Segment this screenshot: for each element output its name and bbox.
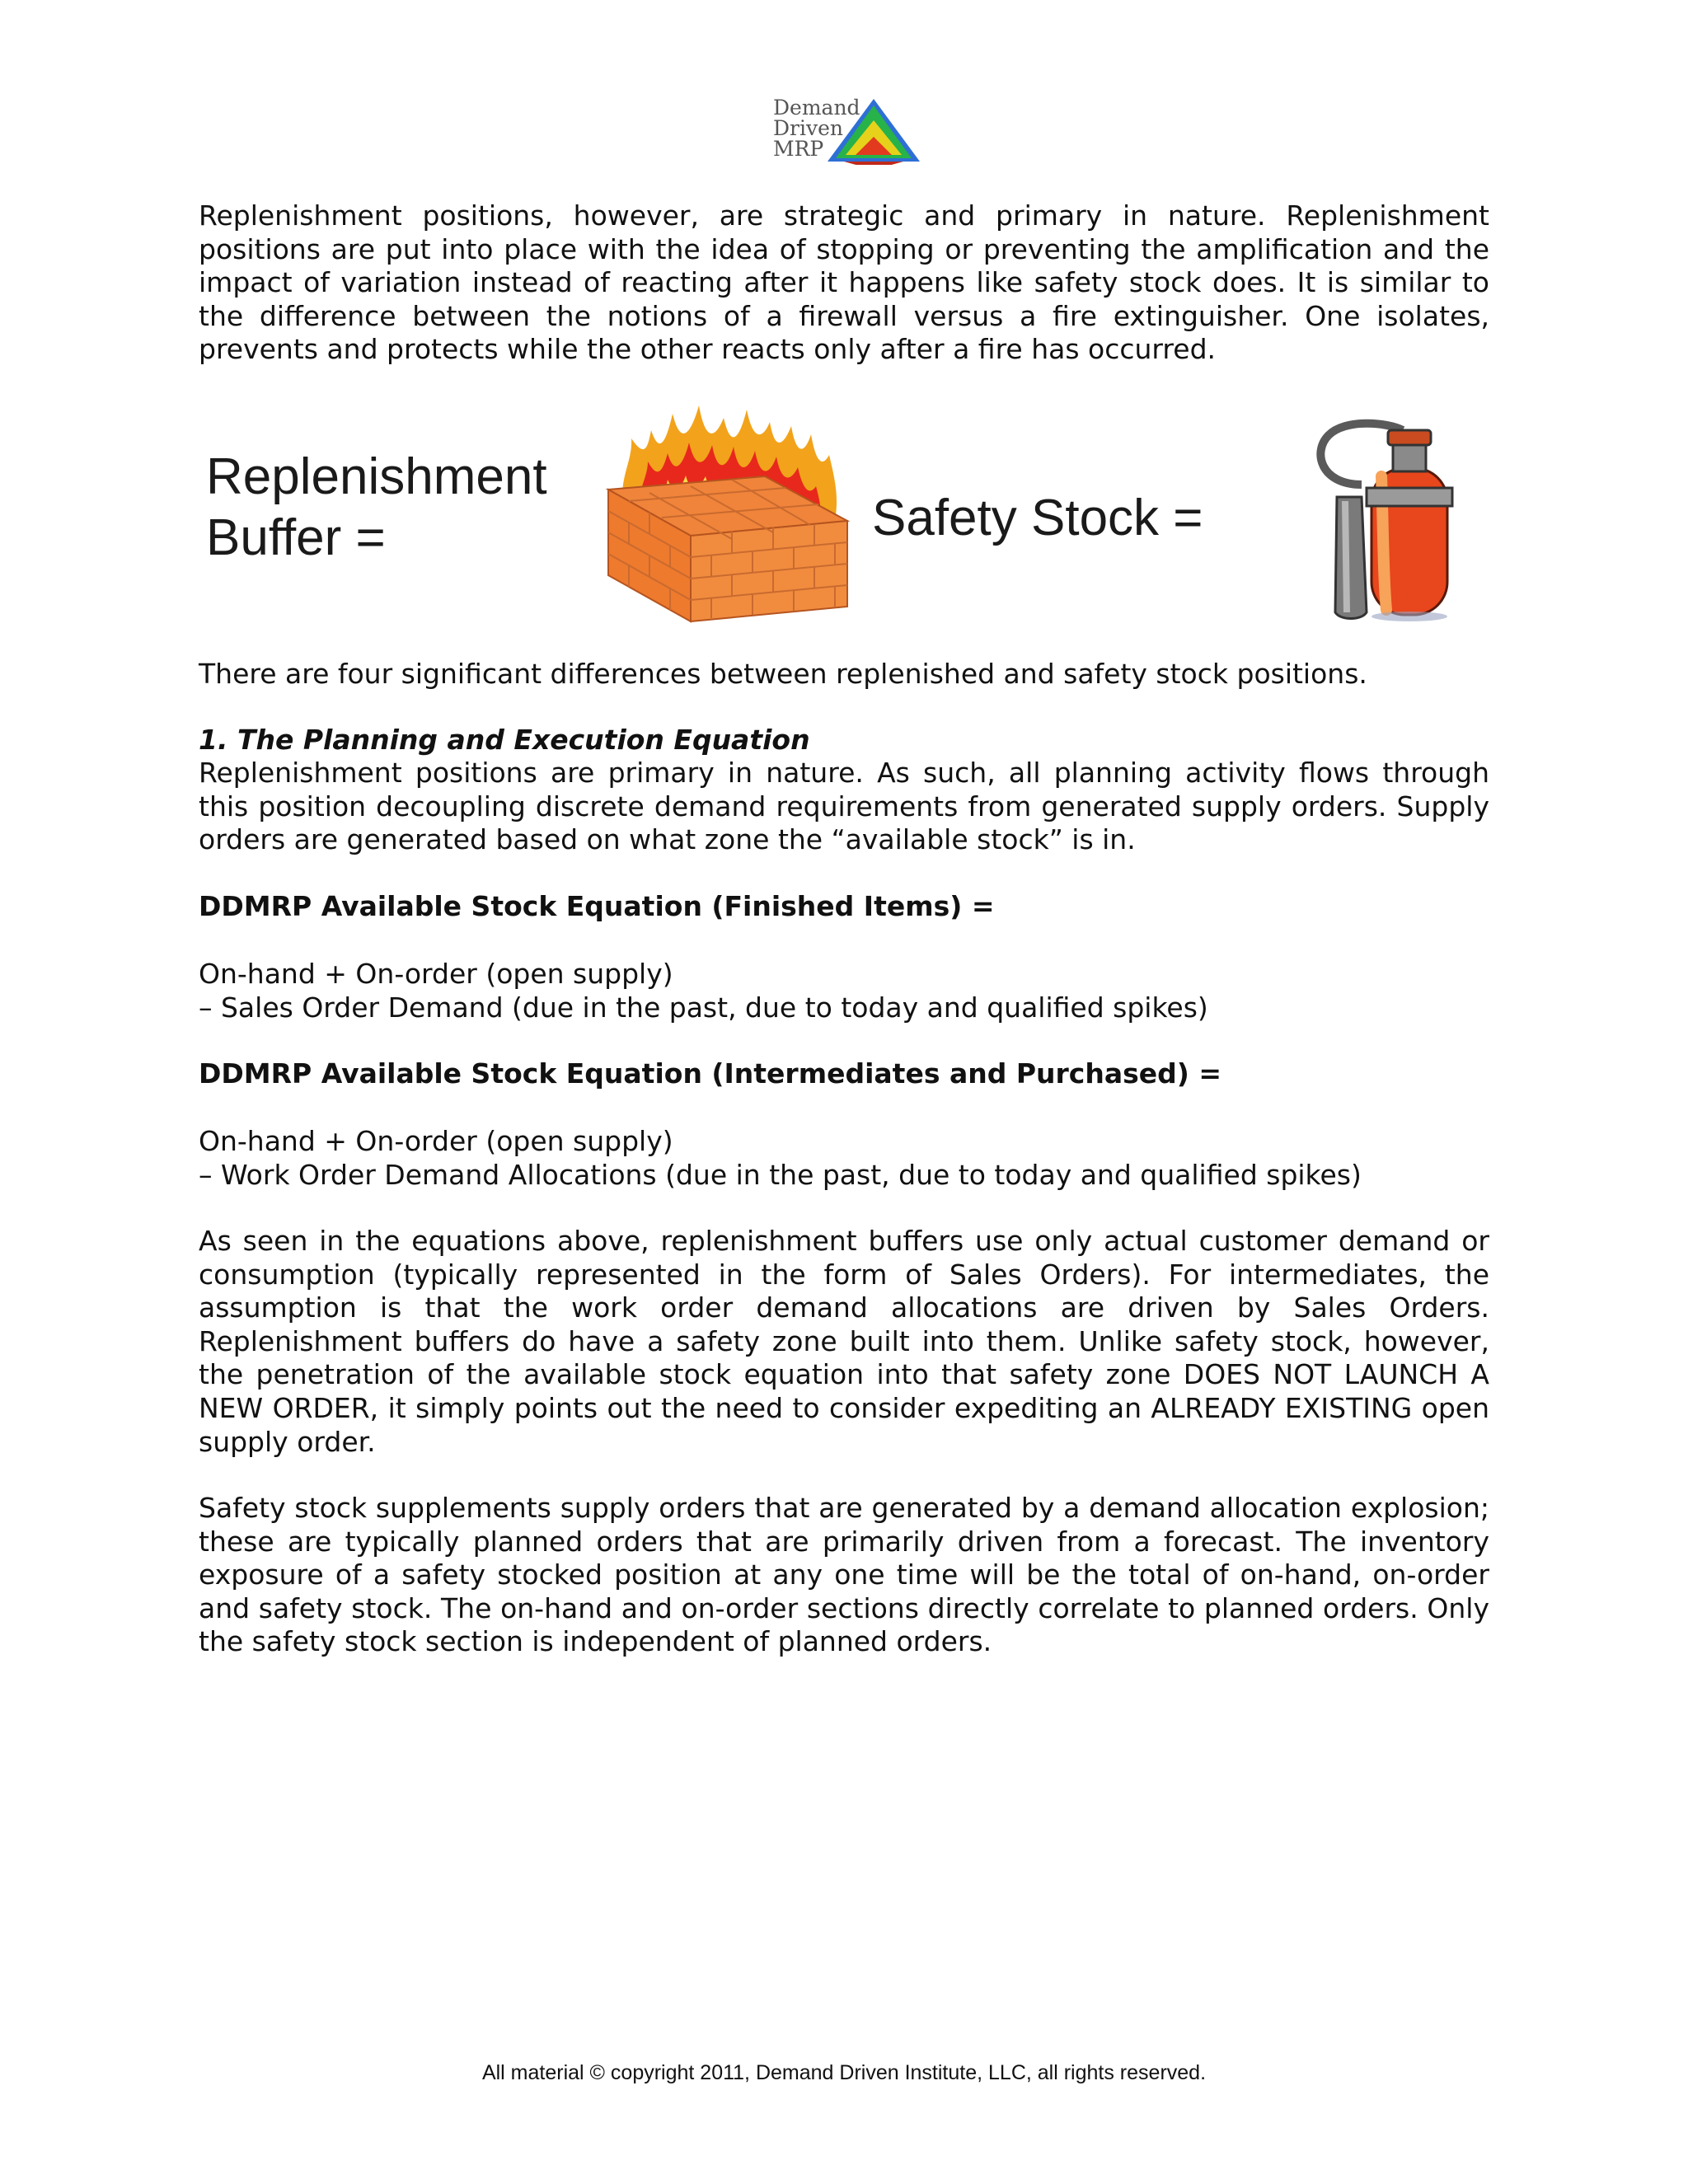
equation-line: – Work Order Demand Allocations (due in the past, due to today and qualified spikes) xyxy=(199,1158,1362,1191)
logo-line-demand: Demand xyxy=(773,96,860,120)
differences-intro: There are four significant differences between replenished and safety stock positions. xyxy=(199,658,1367,690)
equation-heading-intermediates: DDMRP Available Stock Equation (Intermediates and Purchased) = xyxy=(199,1057,1221,1090)
equations-explanation-paragraph: As seen in the equations above, replenishment buffers use only actual customer demand or consumption (typically represented in the form of Sales Orders). For intermediates, the assumption is that the work order demand allocations are driven by Sales Orders. Replenishment buffers do have a safety zone built into them. Unlike safety stock, however, the penetration of the available stock equation into that safety zone DOES NOT LAUNCH A NEW ORDER, it simply points out the need to consider expediting an ALREADY EXISTING open supply order. xyxy=(199,1225,1489,1458)
replenishment-buffer-label xyxy=(206,447,569,569)
ddmrp-logo xyxy=(773,97,921,170)
safety-stock-label: Safety Stock = xyxy=(872,490,1203,546)
equation-line: On-hand + On-order (open supply) xyxy=(199,958,673,990)
logo-line-driven: Driven xyxy=(773,116,844,140)
section-heading: 1. The Planning and Execution Equation xyxy=(199,724,810,756)
replenishment-buffer-label-line2: Buffer = xyxy=(206,509,386,566)
logo-line-mrp: MRP xyxy=(773,137,824,161)
equation-line: On-hand + On-order (open supply) xyxy=(199,1125,673,1157)
replenishment-buffer-label-line1: Replenishment xyxy=(206,448,547,505)
equation-body-intermediates xyxy=(199,1125,1362,1192)
equation-body-finished xyxy=(199,958,1208,1024)
triangle-logo-icon xyxy=(828,99,920,165)
equation-heading-finished: DDMRP Available Stock Equation (Finished Items) = xyxy=(199,890,995,922)
section-paragraph: Replenishment positions are primary in nature. As such, all planning activity flows through this position decoupling discrete demand requirements from generated supply orders. Supply orders are generated based on what zone the “available stock” is in. xyxy=(199,757,1489,856)
firewall-icon xyxy=(600,397,864,628)
fire-extinguisher-icon xyxy=(1312,419,1465,625)
copyright-footer: All material © copyright 2011, Demand Driven Institute, LLC, all rights reserved. xyxy=(481,2061,1207,2084)
safety-stock-paragraph: Safety stock supplements supply orders that are generated by a demand allocation explosion; these are typically planned orders that are primarily driven from a forecast. The inventory exposure of a safety stocked position at any one time will be the total of on-hand, on-order and safety stock. The on-hand and on-order sections directly correlate to planned orders. Only the safety stock section is independent of planned orders. xyxy=(199,1492,1489,1658)
intro-paragraph: Replenishment positions, however, are strategic and primary in nature. Replenishment positions are put into place with the idea of stopping or preventing the amplification and the impact of variation instead of reacting after it happens like safety stock does. It is similar to the difference between the notions of a firewall versus a fire extinguisher. One isolates, prevents and protects while the other reacts only after a fire has occurred. xyxy=(199,199,1489,366)
equation-line: – Sales Order Demand (due in the past, due to today and qualified spikes) xyxy=(199,991,1208,1024)
